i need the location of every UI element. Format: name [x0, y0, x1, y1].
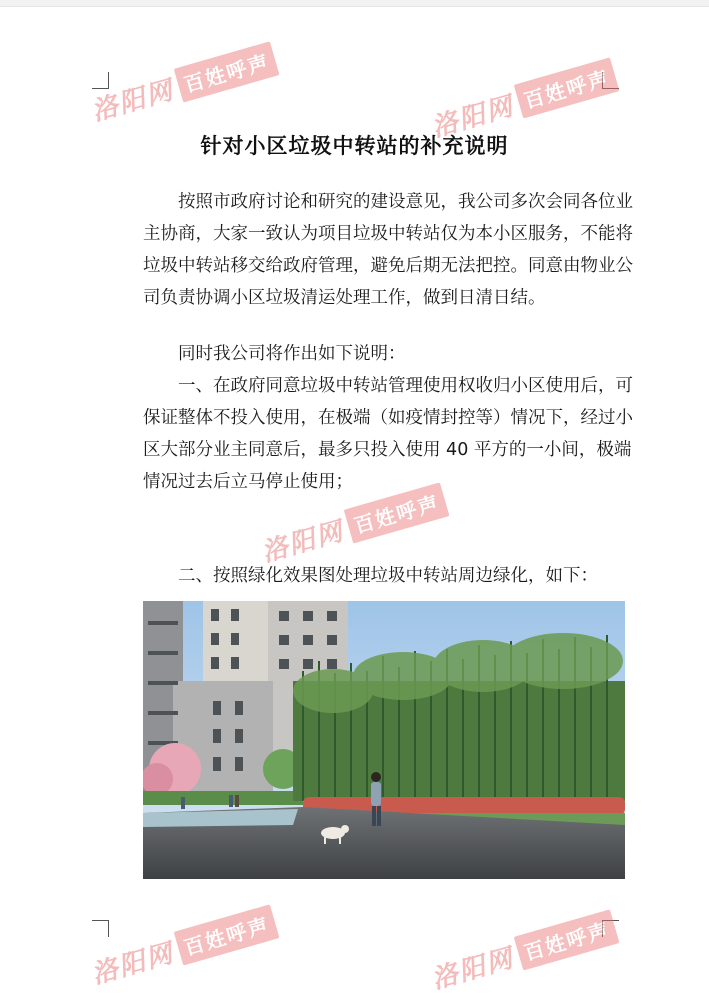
watermark-tag: 百姓呼声 [174, 904, 280, 965]
top-bar [0, 0, 709, 7]
watermark [87, 40, 280, 128]
watermark-logo: 洛阳网 [88, 75, 178, 128]
watermark-tag: 百姓呼声 [344, 482, 450, 543]
text-line: 保证整体不投入使用，在极端（如疫情封控等）情况下，经过小 [143, 408, 633, 428]
text-line: 二、按照绿化效果图处理垃圾中转站周边绿化，如下： [143, 566, 598, 586]
watermark-logo: 洛阳网 [428, 91, 518, 144]
greening-rendering-image [143, 601, 625, 879]
watermark-tag: 百姓呼声 [174, 41, 280, 102]
watermark [427, 908, 620, 996]
paragraph-point-two [143, 560, 603, 592]
text-line: 同时我公司将作出如下说明： [143, 344, 406, 364]
watermark-tag: 百姓呼声 [514, 57, 620, 118]
text-line: 区大部分业主同意后，最多只投入使用 40 平方的一小间，极端 [143, 440, 632, 460]
paragraph-intro [143, 186, 633, 314]
text-line: 一、在政府同意垃圾中转站管理使用权收归小区使用后，可 [143, 376, 633, 396]
paragraph-statement [143, 338, 603, 370]
watermark-logo: 洛阳网 [258, 516, 348, 569]
corner-mark-bottom-left [92, 920, 109, 937]
text-line: 司负责协调小区垃圾清运处理工作，做到日清日结。 [143, 288, 546, 308]
watermark-logo: 洛阳网 [428, 943, 518, 996]
watermark-logo: 洛阳网 [88, 938, 178, 991]
paragraph-point-one [143, 370, 633, 498]
watermark [87, 903, 280, 991]
text-line: 情况过去后立马停止使用； [143, 472, 353, 492]
watermark-tag: 百姓呼声 [514, 909, 620, 970]
text-line: 垃圾中转站移交给政府管理，避免后期无法把控。同意由物业公 [143, 256, 633, 276]
document-title: 针对小区垃圾中转站的补充说明 [200, 134, 509, 158]
text-line: 按照市政府讨论和研究的建设意见，我公司多次会同各位业 [143, 192, 633, 212]
text-line: 主协商，大家一致认为项目垃圾中转站仅为本小区服务，不能将 [143, 224, 633, 244]
